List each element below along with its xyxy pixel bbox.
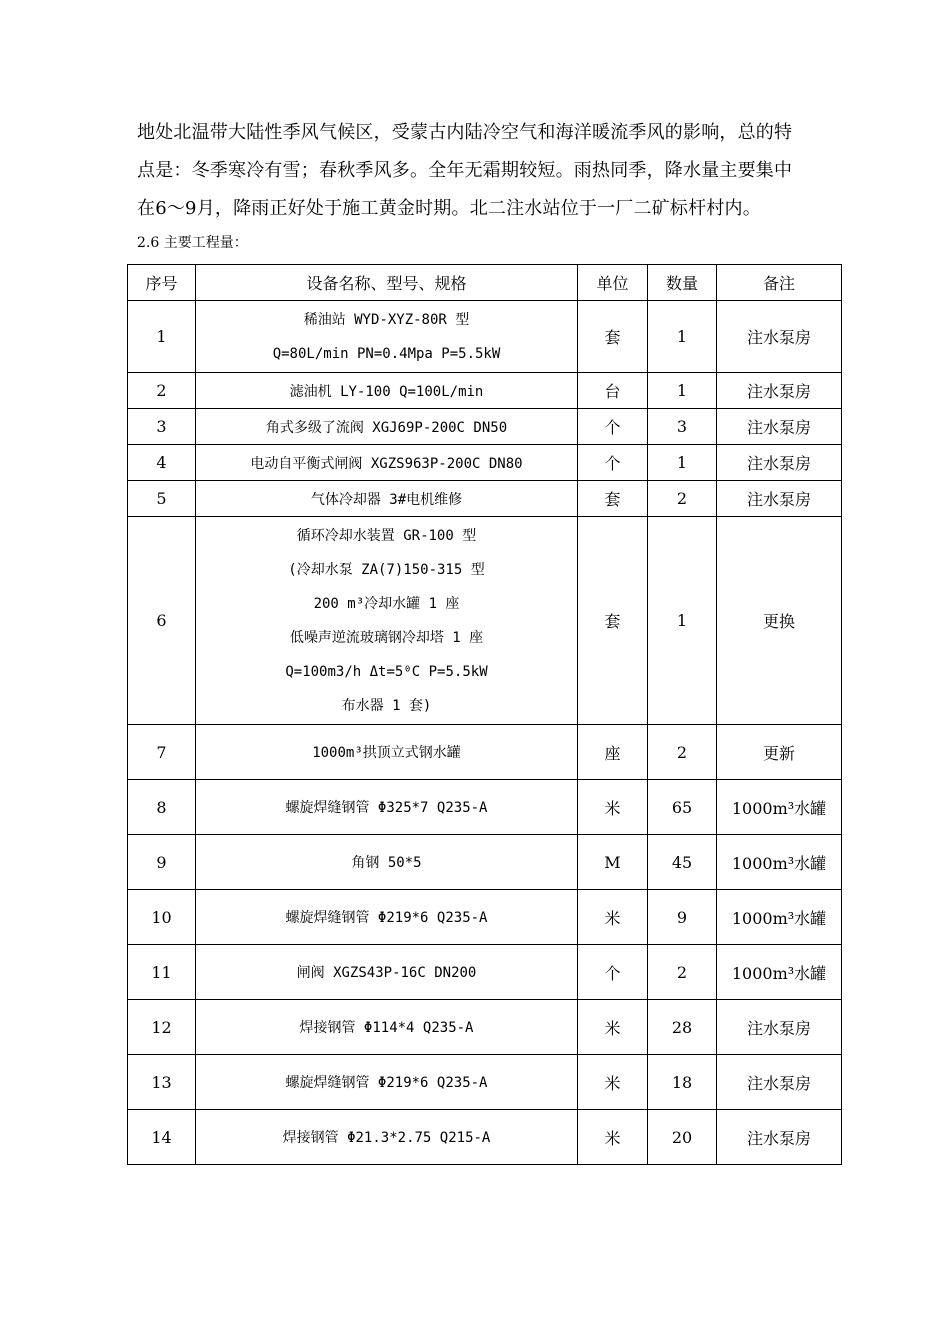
table-row [128, 780, 842, 835]
cell-note: 1000m³水罐 [717, 945, 842, 1000]
cell-note: 注水泵房 [717, 1055, 842, 1110]
cell-no: 10 [128, 890, 196, 945]
cell-no: 3 [128, 409, 196, 445]
cell-unit: 台 [578, 373, 648, 409]
cell-unit: M [578, 835, 648, 890]
table-row [128, 835, 842, 890]
table-row [128, 1110, 842, 1165]
header-qty: 数量 [648, 265, 717, 301]
cell-spec: 焊接钢管 Φ21.3*2.75 Q215-A [196, 1110, 578, 1165]
cell-qty: 9 [648, 890, 717, 945]
cell-qty: 1 [648, 445, 717, 481]
cell-note: 注水泵房 [717, 1110, 842, 1165]
intro-paragraph [137, 114, 837, 228]
cell-unit: 套 [578, 517, 648, 725]
cell-no: 1 [128, 301, 196, 373]
cell-qty: 65 [648, 780, 717, 835]
table-row [128, 481, 842, 517]
equipment-table [127, 264, 842, 1165]
cell-note: 注水泵房 [717, 373, 842, 409]
spec-line: 低噪声逆流玻璃钢冷却塔 1 座 [289, 629, 484, 646]
paragraph-line: 地处北温带大陆性季风气候区，受蒙古内陆冷空气和海洋暖流季风的影响，总的特 [137, 122, 793, 143]
table-row [128, 409, 842, 445]
cell-unit: 个 [578, 409, 648, 445]
cell-unit: 个 [578, 445, 648, 481]
cell-note: 1000m³水罐 [717, 780, 842, 835]
cell-qty: 18 [648, 1055, 717, 1110]
cell-unit: 米 [578, 890, 648, 945]
cell-spec: 角式多级了流阀 XGJ69P-200C DN50 [196, 409, 578, 445]
spec-line: 稀油站 WYD-XYZ-80R 型 [303, 311, 470, 328]
cell-note: 注水泵房 [717, 409, 842, 445]
cell-no: 2 [128, 373, 196, 409]
cell-qty: 45 [648, 835, 717, 890]
cell-unit: 座 [578, 725, 648, 780]
cell-unit: 米 [578, 780, 648, 835]
table-row [128, 1000, 842, 1055]
table-row [128, 445, 842, 481]
cell-note: 1000m³水罐 [717, 890, 842, 945]
table-header-row [128, 265, 842, 301]
cell-spec [196, 517, 578, 725]
cell-no: 14 [128, 1110, 196, 1165]
cell-note: 注水泵房 [717, 1000, 842, 1055]
cell-unit: 套 [578, 301, 648, 373]
cell-spec: 闸阀 XGZS43P-16C DN200 [196, 945, 578, 1000]
cell-unit: 套 [578, 481, 648, 517]
cell-unit: 米 [578, 1000, 648, 1055]
cell-note: 更新 [717, 725, 842, 780]
spec-line: Q=80L/min PN=0.4Mpa P=5.5kW [272, 345, 501, 362]
cell-no: 7 [128, 725, 196, 780]
table-row [128, 517, 842, 725]
cell-unit: 米 [578, 1110, 648, 1165]
cell-note: 1000m³水罐 [717, 835, 842, 890]
header-note: 备注 [717, 265, 842, 301]
cell-no: 8 [128, 780, 196, 835]
cell-qty: 2 [648, 945, 717, 1000]
paragraph-line: 点是：冬季寒冷有雪；春秋季风多。全年无霜期较短。雨热同季，降水量主要集中 [137, 160, 793, 181]
cell-no: 13 [128, 1055, 196, 1110]
cell-note: 注水泵房 [717, 445, 842, 481]
table-row [128, 301, 842, 373]
cell-no: 4 [128, 445, 196, 481]
spec-line: 循环冷却水装置 GR-100 型 [296, 527, 477, 544]
cell-qty: 2 [648, 481, 717, 517]
cell-spec: 电动自平衡式闸阀 XGZS963P-200C DN80 [196, 445, 578, 481]
cell-note: 注水泵房 [717, 301, 842, 373]
cell-qty: 2 [648, 725, 717, 780]
cell-qty: 28 [648, 1000, 717, 1055]
cell-spec: 螺旋焊缝钢管 Φ219*6 Q235-A [196, 890, 578, 945]
table-row [128, 890, 842, 945]
spec-line: 布水器 1 套) [341, 697, 432, 714]
paragraph-line: 在6～9月，降雨正好处于施工黄金时期。北二注水站位于一厂二矿标杆村内。 [137, 198, 761, 219]
table-row [128, 945, 842, 1000]
header-no: 序号 [128, 265, 196, 301]
spec-line: Q=100m3/h Δt=5⁰C P=5.5kW [285, 663, 488, 680]
cell-no: 9 [128, 835, 196, 890]
cell-spec: 1000m³拱顶立式钢水罐 [196, 725, 578, 780]
cell-note: 更换 [717, 517, 842, 725]
spec-line: 200 m³冷却水罐 1 座 [313, 595, 460, 612]
table-row [128, 725, 842, 780]
cell-note: 注水泵房 [717, 481, 842, 517]
cell-spec: 螺旋焊缝钢管 Φ325*7 Q235-A [196, 780, 578, 835]
cell-spec: 螺旋焊缝钢管 Φ219*6 Q235-A [196, 1055, 578, 1110]
cell-qty: 1 [648, 517, 717, 725]
cell-qty: 1 [648, 373, 717, 409]
header-spec: 设备名称、型号、规格 [196, 265, 578, 301]
cell-spec [196, 301, 578, 373]
cell-no: 6 [128, 517, 196, 725]
section-heading: 2.6 主要工程量： [137, 235, 248, 251]
cell-spec: 焊接钢管 Φ114*4 Q235-A [196, 1000, 578, 1055]
cell-no: 11 [128, 945, 196, 1000]
cell-unit: 个 [578, 945, 648, 1000]
cell-no: 5 [128, 481, 196, 517]
cell-no: 12 [128, 1000, 196, 1055]
cell-unit: 米 [578, 1055, 648, 1110]
cell-spec: 滤油机 LY-100 Q=100L/min [196, 373, 578, 409]
cell-spec: 角钢 50*5 [196, 835, 578, 890]
cell-qty: 3 [648, 409, 717, 445]
cell-qty: 20 [648, 1110, 717, 1165]
table-row [128, 1055, 842, 1110]
spec-line: (冷却水泵 ZA(7)150-315 型 [288, 561, 485, 578]
cell-spec: 气体冷却器 3#电机维修 [196, 481, 578, 517]
table-row [128, 373, 842, 409]
cell-qty: 1 [648, 301, 717, 373]
header-unit: 单位 [578, 265, 648, 301]
